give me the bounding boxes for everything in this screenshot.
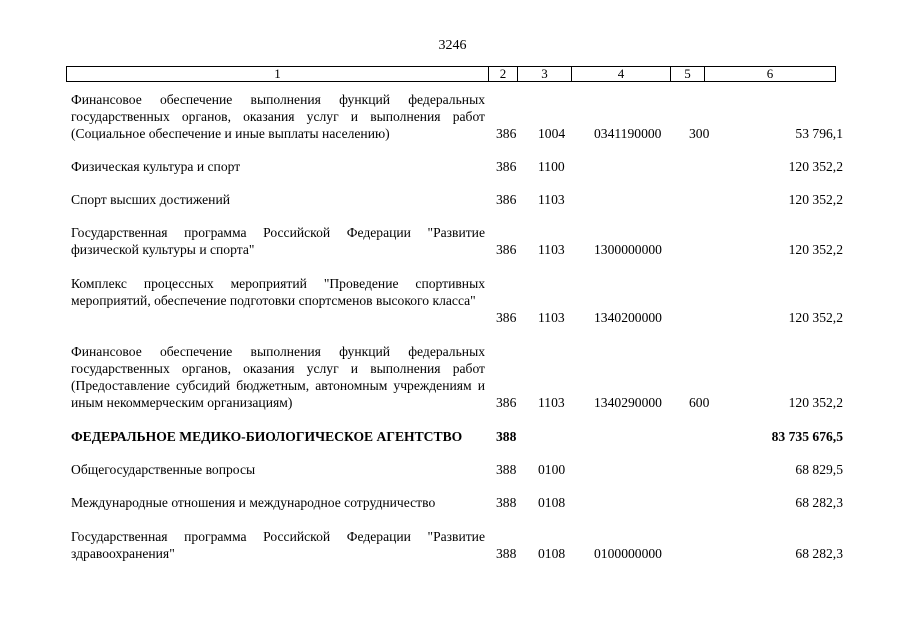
cell-amount: 53 796,1 [795, 126, 843, 141]
table-row [0, 343, 905, 411]
cell-section: 1103 [538, 310, 565, 325]
header-col-5: 5 [671, 67, 705, 81]
cell-ministry: 388 [496, 495, 517, 510]
table-row [0, 191, 905, 208]
table-row [0, 91, 905, 142]
table-row [0, 494, 905, 511]
cell-expense-type: 600 [689, 395, 710, 410]
cell-ministry: 386 [496, 126, 517, 141]
cell-ministry: 388 [496, 546, 517, 561]
cell-section: 0108 [538, 546, 566, 561]
cell-amount: 120 352,2 [788, 242, 843, 257]
row-description: Спорт высших достижений [71, 192, 230, 207]
cell-ministry: 388 [496, 429, 517, 444]
cell-amount: 83 735 676,5 [771, 429, 843, 444]
row-description: Финансовое обеспечение выполнения функций федеральных государственных органов, оказания услуг и выполнения работ (Предоставление субсидий бюджетным, автономным учреждениям и иным некоммерческим организациям) [71, 344, 485, 410]
row-description: Международные отношения и международное сотрудничество [71, 495, 436, 510]
table-row [0, 428, 905, 445]
cell-section: 1103 [538, 242, 565, 257]
cell-ministry: 386 [496, 395, 517, 410]
table-header [66, 66, 836, 82]
cell-amount: 120 352,2 [788, 192, 843, 207]
cell-amount: 68 282,3 [795, 546, 843, 561]
header-col-3: 3 [518, 67, 572, 81]
cell-amount: 120 352,2 [788, 395, 843, 410]
cell-amount: 68 282,3 [795, 495, 843, 510]
cell-section: 1103 [538, 395, 565, 410]
header-col-4: 4 [572, 67, 671, 81]
cell-ministry: 386 [496, 192, 517, 207]
cell-section: 0108 [538, 495, 566, 510]
cell-target: 1300000000 [594, 242, 662, 257]
table-row [0, 275, 905, 326]
cell-amount: 120 352,2 [788, 310, 843, 325]
cell-target: 1340200000 [594, 310, 662, 325]
row-description: Финансовое обеспечение выполнения функций федеральных государственных органов, оказания услуг и выполнения работ (Социальное обеспечение и иные выплаты населению) [71, 92, 485, 141]
row-description: Государственная программа Российской Федерации "Развитие физической культуры и спорта" [71, 225, 485, 257]
cell-ministry: 388 [496, 462, 517, 477]
table-row [0, 461, 905, 478]
cell-section: 1100 [538, 159, 565, 174]
cell-amount: 120 352,2 [788, 159, 843, 174]
cell-target: 1340290000 [594, 395, 662, 410]
header-col-6: 6 [766, 66, 774, 81]
table-row [0, 224, 905, 258]
cell-ministry: 386 [496, 310, 517, 325]
cell-expense-type: 300 [689, 126, 710, 141]
table-row [0, 158, 905, 175]
cell-ministry: 386 [496, 242, 517, 257]
header-col-2: 2 [489, 67, 518, 81]
row-description: Комплекс процессных мероприятий "Проведение спортивных мероприятий, обеспечение подготовки спортсменов высокого класса" [71, 276, 485, 308]
cell-amount: 68 829,5 [795, 462, 843, 477]
row-description: Государственная программа Российской Федерации "Развитие здравоохранения" [71, 529, 485, 561]
table-row [0, 528, 905, 562]
cell-section: 1103 [538, 192, 565, 207]
row-description: ФЕДЕРАЛЬНОЕ МЕДИКО-БИОЛОГИЧЕСКОЕ АГЕНТСТВО [71, 429, 463, 444]
cell-ministry: 386 [496, 159, 517, 174]
header-col-1: 1 [67, 67, 489, 81]
row-description: Физическая культура и спорт [71, 159, 241, 174]
cell-section: 0100 [538, 462, 566, 477]
cell-target: 0100000000 [594, 546, 662, 561]
cell-section: 1004 [538, 126, 566, 141]
row-description: Общегосударственные вопросы [71, 462, 256, 477]
page-number: 3246 [438, 38, 467, 53]
cell-target: 0341190000 [594, 126, 662, 141]
